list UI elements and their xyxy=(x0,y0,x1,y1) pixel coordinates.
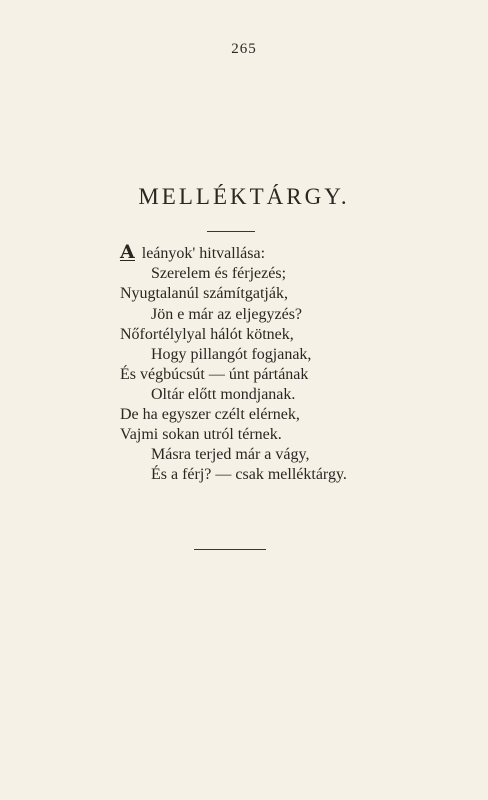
poem-line-text: leányok' hitvallása: xyxy=(137,245,266,262)
poem-line-11: Másra terjed már a vágy, xyxy=(151,446,310,463)
end-divider xyxy=(194,549,266,550)
poem-line-3: Nyugtalanúl számítgatják, xyxy=(120,285,288,302)
drop-cap: A xyxy=(120,241,135,263)
poem-line-4: Jön e már az eljegyzés? xyxy=(151,306,303,323)
poem-line-10: Vajmi sokan utról térnek. xyxy=(120,426,282,443)
poem-line-8: Oltár előtt mondjanak. xyxy=(151,386,296,403)
poem-line-7: És végbúcsút — únt pártának xyxy=(120,366,309,383)
poem-title: MELLÉKTÁRGY. xyxy=(138,184,350,209)
page-number: 265 xyxy=(231,41,257,57)
poem-line-9: De ha egyszer czélt elérnek, xyxy=(120,406,300,423)
poem-line-1 xyxy=(120,241,266,264)
title-divider xyxy=(207,231,255,232)
poem-line-12: És a férj? — csak melléktárgy. xyxy=(151,466,347,483)
poem-line-5: Nőfortélylyal hálót kötnek, xyxy=(120,326,294,343)
poem-line-6: Hogy pillangót fogjanak, xyxy=(151,346,312,363)
poem-line-2: Szerelem és férjezés; xyxy=(151,265,287,282)
